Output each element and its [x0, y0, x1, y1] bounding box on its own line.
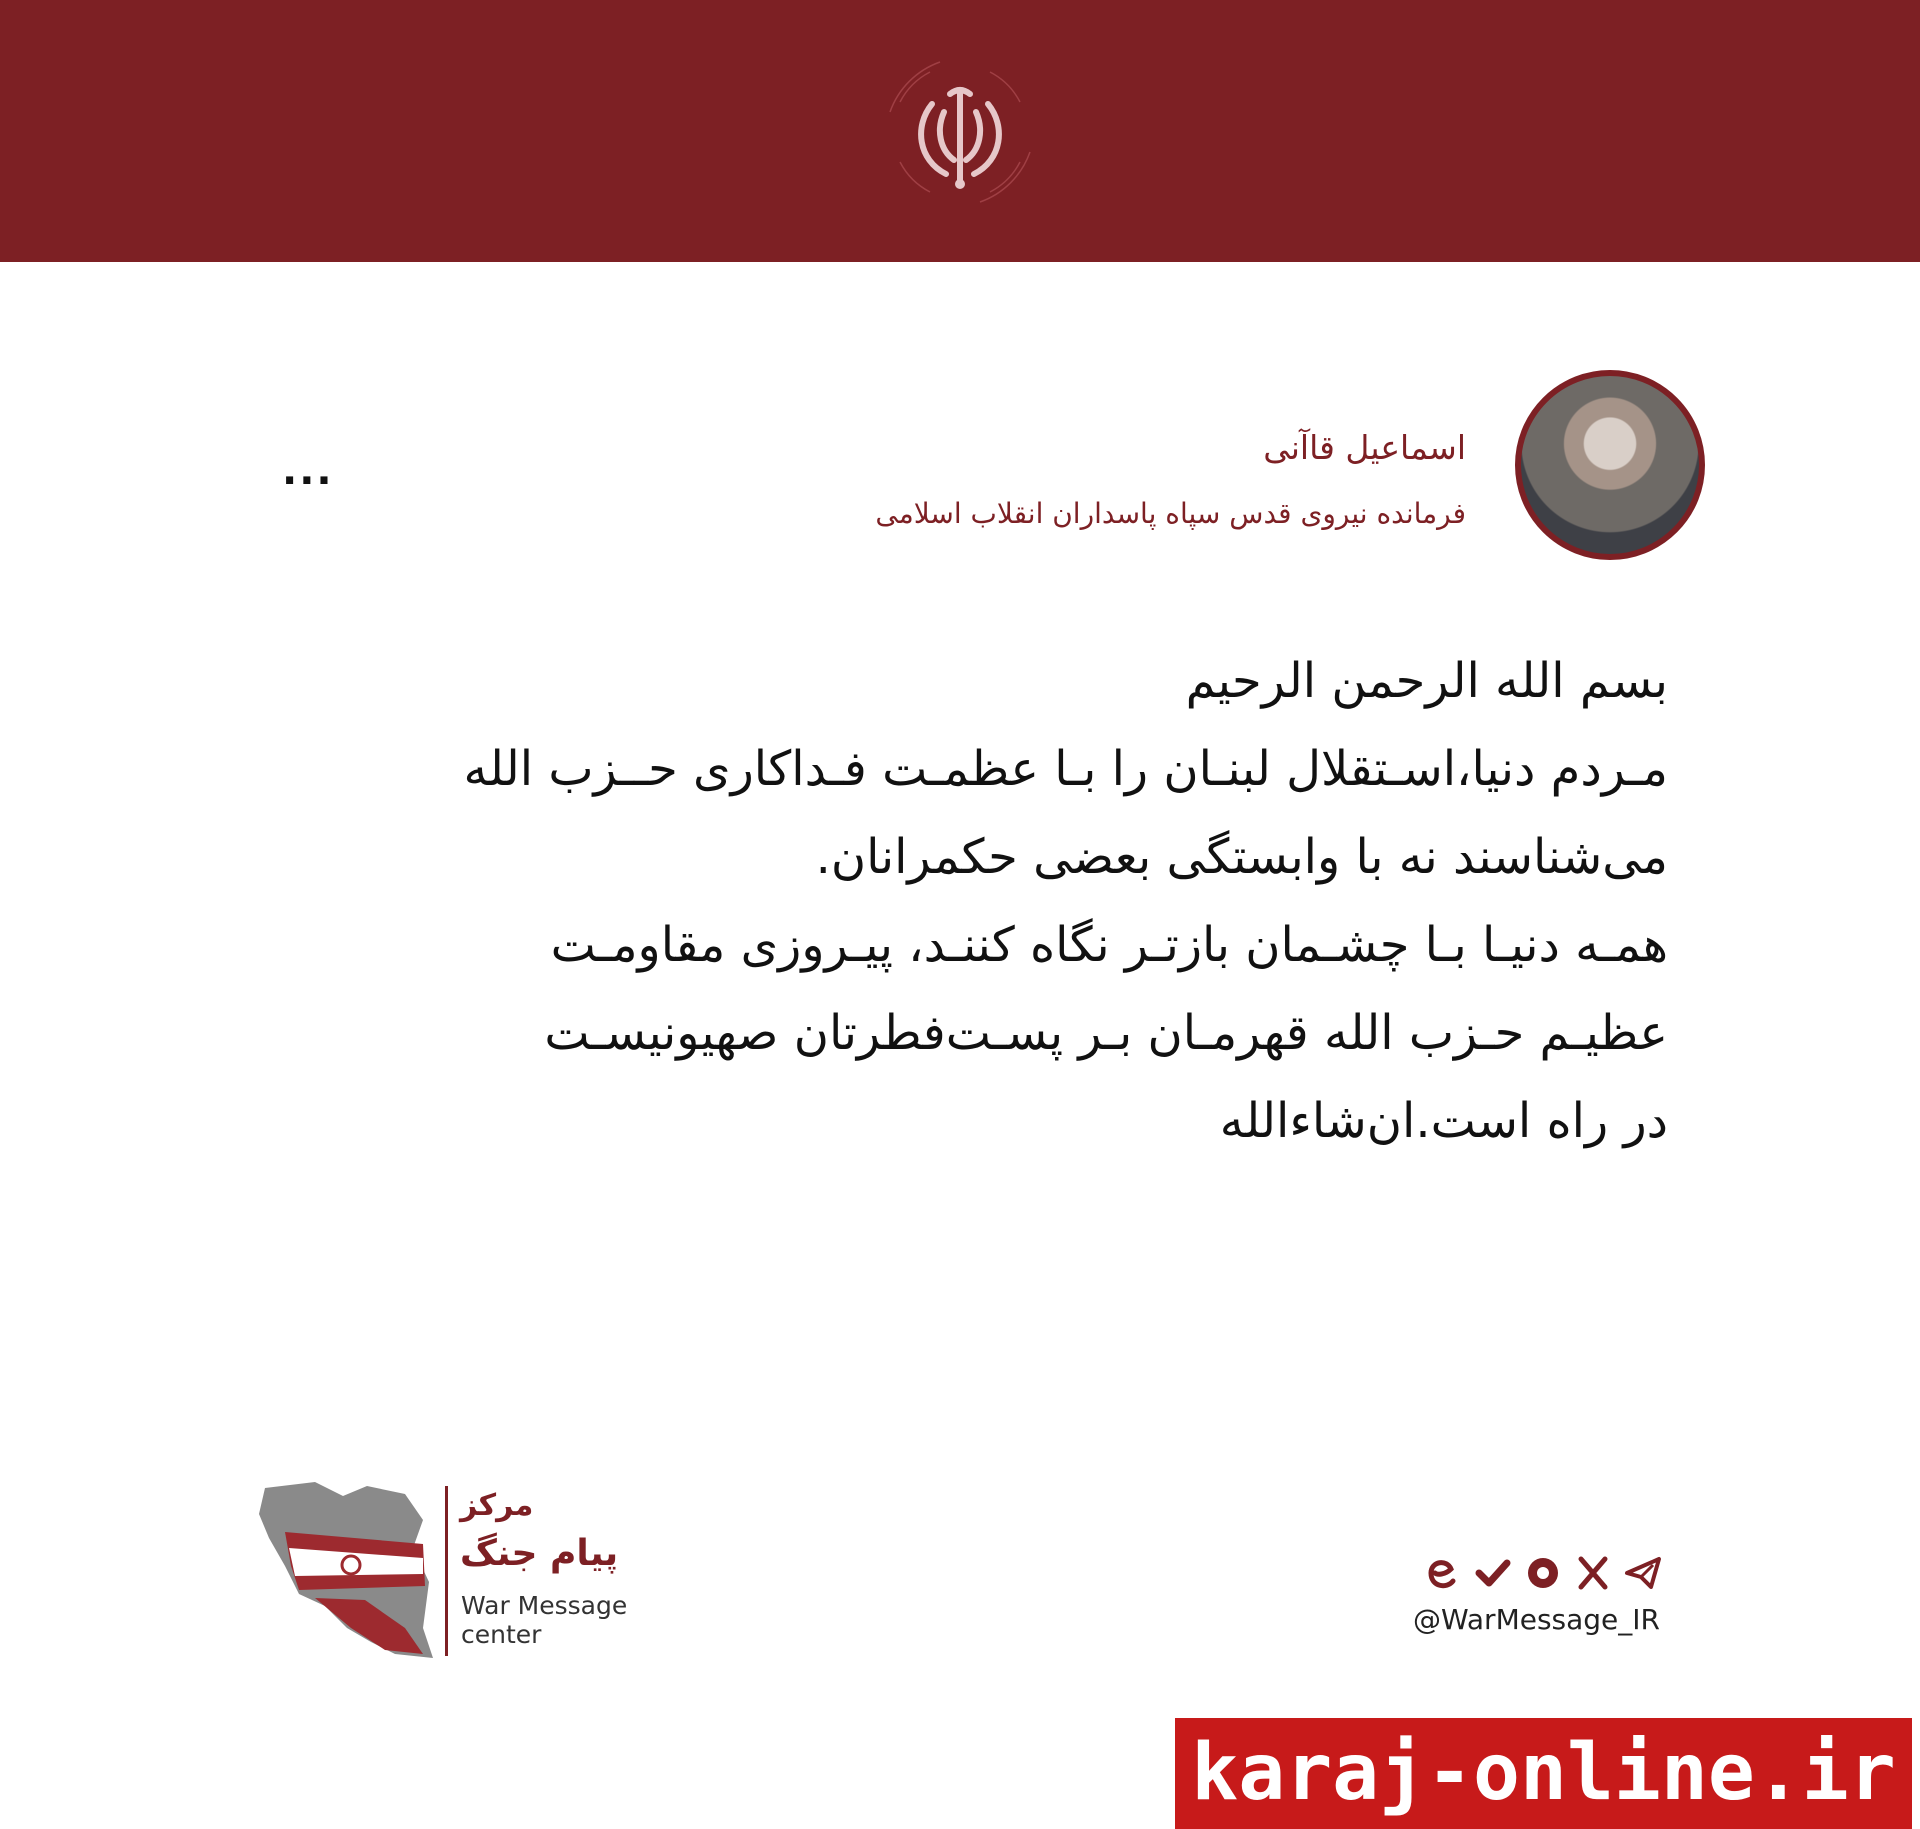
author-avatar[interactable]	[1515, 370, 1705, 560]
eitaa-icon[interactable]	[1423, 1553, 1463, 1593]
post-line: بسم الله الرحمن الرحیم	[1185, 653, 1668, 709]
war-message-logo	[255, 1478, 815, 1663]
logo-en-line2: center	[461, 1620, 542, 1649]
header-banner	[0, 0, 1920, 262]
post-line: همـه دنیـا بـا چشـمان بازتـر نگاه کننـد، پیـروزی مقاومـت	[550, 917, 1668, 973]
author-title: فرمانده نیروی قدس سپاه پاسداران انقلاب اسلامی	[875, 497, 1466, 530]
logo-fa-line2: پیام جنگ	[460, 1533, 619, 1574]
iran-emblem-icon	[870, 42, 1050, 222]
iran-map-icon	[255, 1478, 435, 1663]
rubika-icon[interactable]	[1523, 1553, 1563, 1593]
post-body	[248, 637, 1668, 1165]
logo-divider	[445, 1486, 448, 1656]
site-watermark: karaj-online.ir	[1175, 1718, 1912, 1829]
more-menu-icon[interactable]: ...	[282, 448, 334, 494]
telegram-icon[interactable]	[1623, 1553, 1663, 1593]
author-name[interactable]: اسماعیل قاآنی	[1263, 428, 1466, 467]
check-icon[interactable]	[1473, 1553, 1513, 1593]
logo-en-line1: War Message	[461, 1591, 628, 1620]
x-icon[interactable]	[1573, 1553, 1613, 1593]
social-icons	[1423, 1553, 1663, 1598]
post-line: در راه است.ان‌شاءالله	[1219, 1093, 1668, 1149]
post-line: می‌شناسند نه با وابستگی بعضی حکمرانان.	[815, 829, 1668, 885]
post-line: عظیـم حـزب الله قهرمـان بـر پسـت‌فطرتان صهیونیسـت	[544, 1005, 1668, 1061]
logo-fa-line1: مرکز	[460, 1488, 534, 1523]
social-handle[interactable]: @WarMessage_IR	[1413, 1603, 1660, 1636]
post-line: مـردم دنیا،اسـتقلال لبنـان را بـا عظمـت فـداکاری حــزب الله	[463, 741, 1668, 797]
